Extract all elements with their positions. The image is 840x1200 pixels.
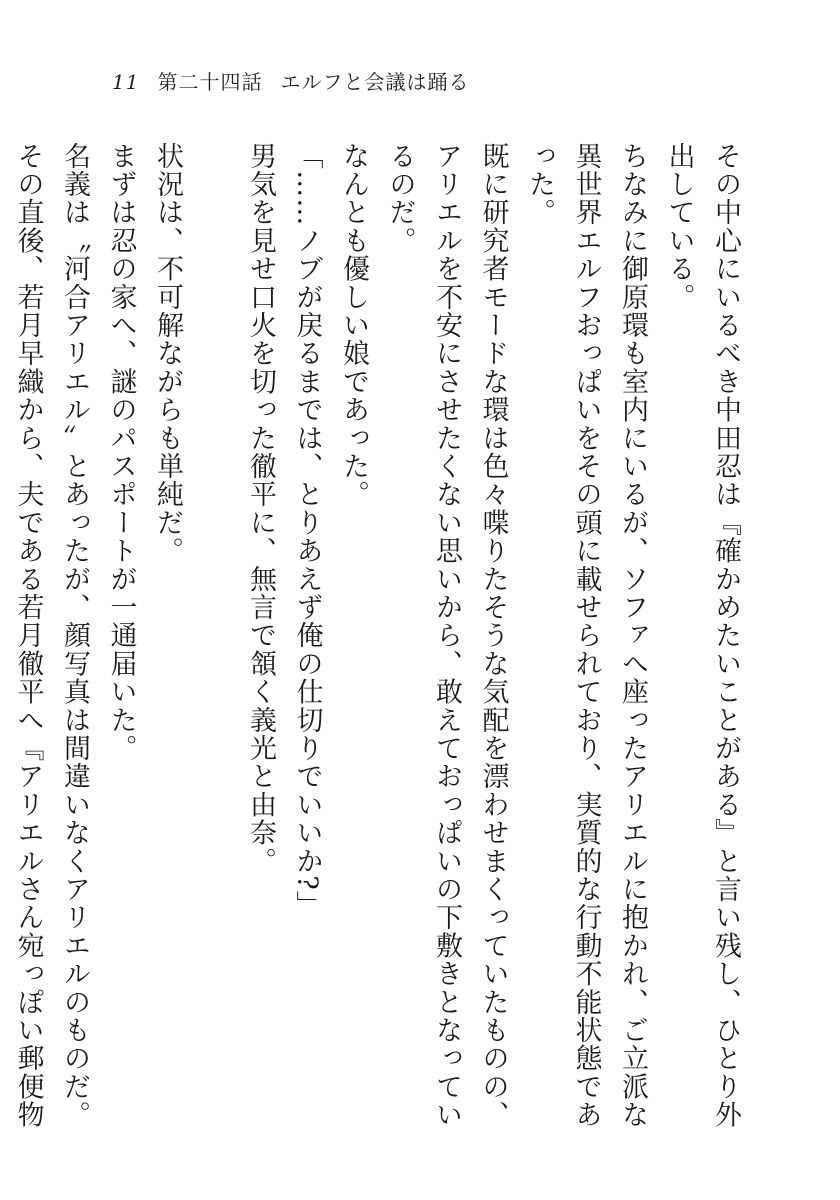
paragraph: その中心にいるべき中田忍は『確かめたいことがある』と言い残し、ひとり外出している。 — [663, 142, 741, 1129]
paragraph: なんとも優しい娘であった。 — [338, 142, 369, 509]
paragraph: まずは忍の家へ、謎のパスポートが一通届いた。 — [105, 142, 137, 763]
paragraph: ちなみに御原環も室内にいるが、ソファへ座ったアリエルに抱かれ、ご立派な異世界エルフおっぱいをその頭に載せられており、実質的な行動不能状態であった。 — [524, 142, 648, 1129]
body-text — [12, 142, 748, 1132]
paragraph: 男気を見せ口火を切った徹平に、無言で頷く義光と由奈。 — [245, 142, 276, 876]
paragraph: 名義は〝河合アリエル〟とあったが、顔写真は間違いなくアリエルのものだ。 — [59, 142, 90, 1129]
chapter-title: エルフと会議は踊る — [280, 70, 470, 94]
paragraph: 既に研究者モードな環は色々喋りたそうな気配を漂わせまくっていたものの、アリエルを不安にさせたくない思いから、敢えておっぱいの下敷きとなっているのだ。 — [384, 142, 509, 1129]
dialogue-line: 「……ノブが戻るまでは、とりあえず俺の仕切りでいいか?」 — [291, 142, 323, 920]
section-break — [190, 142, 237, 1132]
chapter-number: 第二十四話 — [157, 70, 263, 94]
running-head — [112, 66, 469, 95]
paragraph: その直後、若月早織から、夫である若月徹平へ『アリエルさん宛っぽい郵便物 — [12, 142, 44, 1129]
page-number: 11 — [112, 70, 140, 94]
paragraph: 状況は、不可解ながらも単純だ。 — [152, 142, 183, 565]
